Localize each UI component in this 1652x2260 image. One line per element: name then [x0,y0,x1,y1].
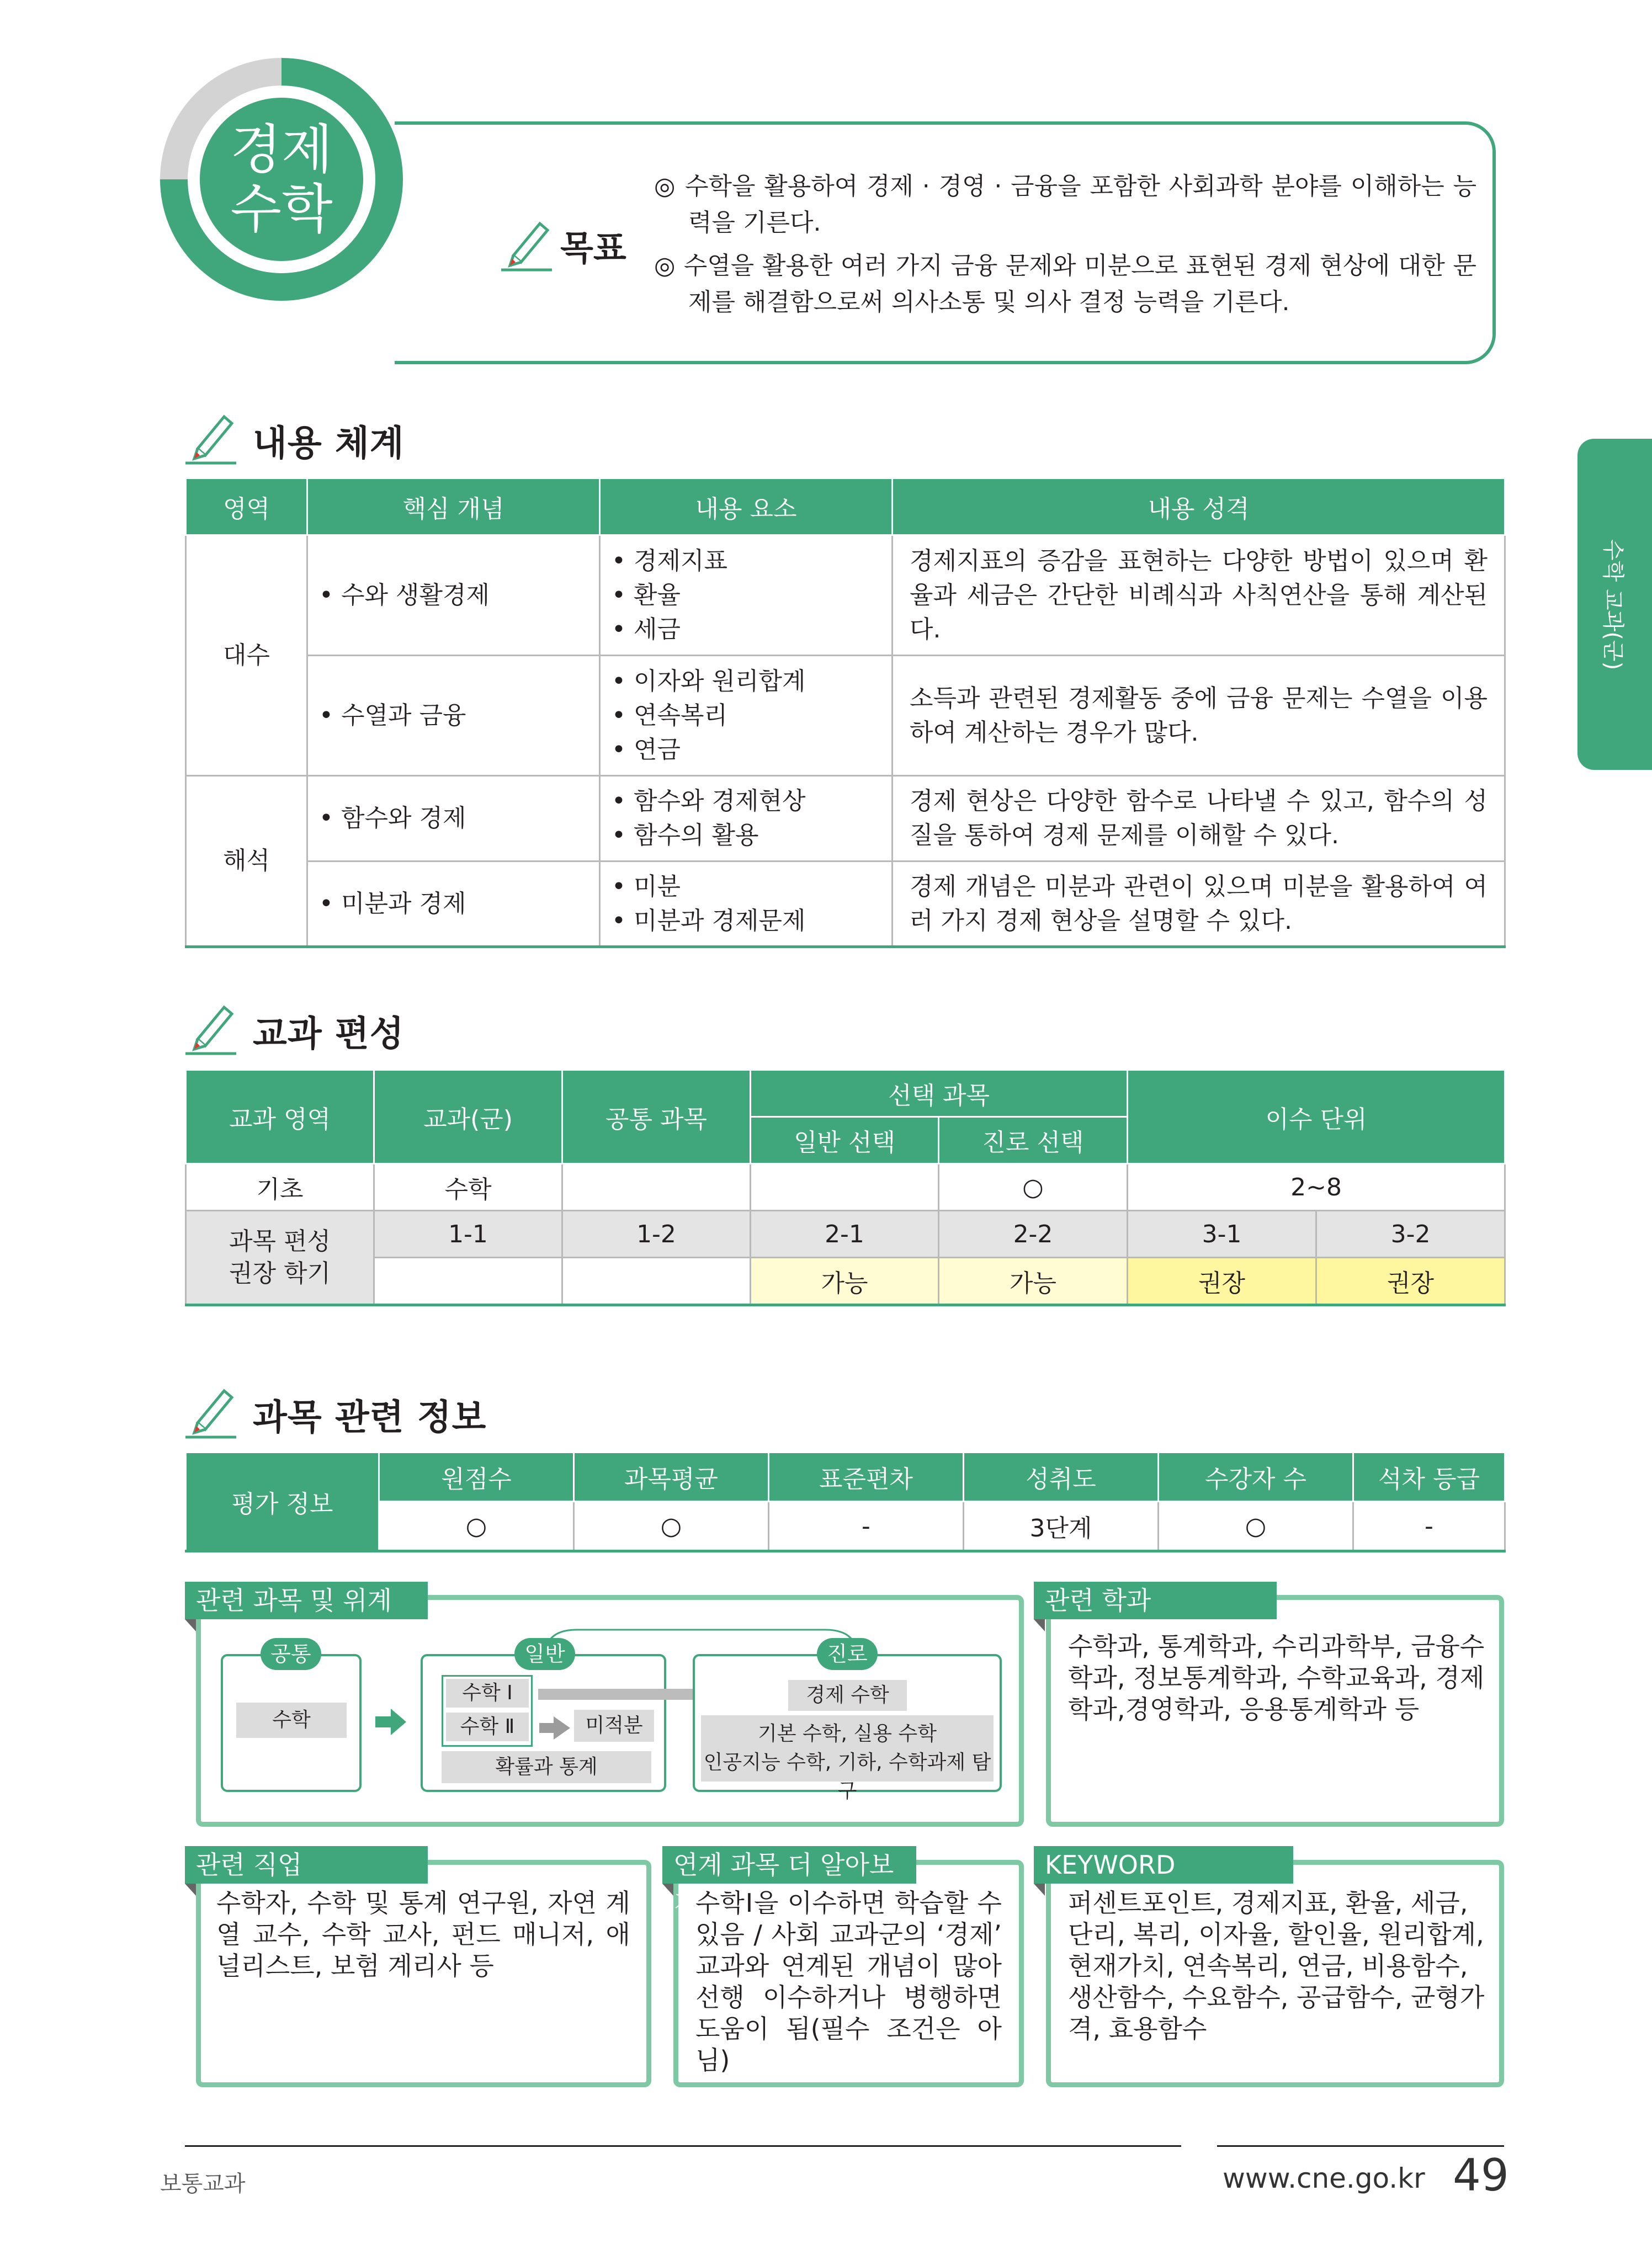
area-cell: 대수 [186,535,307,776]
list-item: • 연금 [612,735,681,764]
elements-cell [600,862,893,947]
label-fold [185,1884,196,1896]
semester-cell: 2-1 [751,1211,939,1258]
table-row [186,1211,1505,1258]
table-header-row [186,1070,1505,1117]
status-cell [562,1258,751,1305]
table-row [186,535,1505,656]
col-header: 영역 [186,478,307,535]
concept-cell: • 수와 생활경제 [307,535,600,656]
table-cell: ○ [379,1502,574,1551]
probability-subject: 확률과 통계 [442,1751,651,1783]
table-header-row [186,478,1505,535]
table-cell: ○ [1159,1502,1353,1551]
general-pill: 일반 [514,1638,575,1670]
table-row [186,1258,1505,1305]
econ-math-subject: 경제 수학 [788,1680,907,1711]
area-cell: 해석 [186,776,307,947]
col-header: 이수 단위 [1128,1070,1505,1164]
table-row [186,1164,1505,1211]
table-cell: 3단계 [964,1502,1159,1551]
related-subjects-label: 관련 과목 및 위계 [185,1582,428,1619]
col-header: 원점수 [379,1453,574,1502]
page-number: 49 [1453,2150,1509,2201]
calculus-subject: 미적분 [574,1710,654,1742]
table-cell: 기초 [186,1164,374,1211]
more-info-label: 연계 과목 더 알아보기 [662,1846,916,1884]
table-row [186,862,1505,947]
nature-cell: 경제 개념은 미분과 관련이 있으며 미분을 활용하여 여러 가지 경제 현상을 설명할 수 있다. [893,862,1505,947]
career-others-line: 기본 수학, 실용 수학 [758,1722,937,1745]
list-item: • 미분 [612,872,681,901]
table-cell: - [1353,1502,1505,1551]
more-info-text: 수학Ⅰ을 이수하면 학습할 수 있음 / 사회 교과군의 ‘경제’ 교과와 연계된 개념이 많아 선행 이수하거나 병행하면 도움이 됨(필수 조건은 아님) [695,1888,1002,2075]
evaluation-table [185,1451,1506,1552]
elements-cell [600,535,893,656]
table-cell [751,1164,939,1211]
pencil-icon [497,212,555,273]
col-header: 선택 과목 [751,1070,1128,1117]
subject-line1: 경제 [230,119,333,180]
goal-item: ◎ 수학을 활용하여 경제 · 경영 · 금융을 포함한 사회과학 분야를 이해하는 능력을 기른다. [654,172,1476,237]
math1-subject: 수학 Ⅰ [446,1679,529,1708]
table-header-row [186,1453,1505,1502]
elements-cell [600,656,893,776]
subject-line2: 수학 [230,178,333,240]
semester-label-line: 권장 학기 [229,1259,331,1288]
side-tab-label [1577,439,1652,770]
semester-label-line: 과목 편성 [229,1227,331,1256]
list-item: • 경제지표 [612,546,727,575]
table-cell: 2~8 [1128,1164,1505,1211]
semester-cell: 1-1 [374,1211,562,1258]
col-header: 과목평균 [574,1453,769,1502]
label-fold [1034,1619,1045,1631]
content-system-table [185,477,1506,948]
arrow-right-icon [374,1705,407,1738]
pencil-icon [181,996,239,1057]
table-row [186,1502,1505,1551]
semester-cell: 1-2 [562,1211,751,1258]
pencil-icon [181,1380,239,1440]
status-cell [374,1258,562,1305]
label-fold [185,1619,196,1631]
col-header: 공통 과목 [562,1070,751,1164]
table-cell: ○ [574,1502,769,1551]
col-header: 내용 요소 [600,478,893,535]
col-header: 일반 선택 [751,1117,939,1164]
nature-cell: 소득과 관련된 경제활동 중에 금융 문제는 수열을 이용하여 계산하는 경우가 많다. [893,656,1505,776]
math-subject: 수학 [236,1703,347,1738]
goal-item: ◎ 수열을 활용한 여러 가지 금융 문제와 미분으로 표현된 경제 현상에 대한 문제를 해결함으로써 의사소통 및 의사 결정 능력을 기른다. [654,252,1476,316]
career-pill: 진로 [817,1638,878,1670]
table-cell [562,1164,751,1211]
row-header: 평가 정보 [186,1453,379,1551]
semester-label-cell [186,1211,374,1305]
related-majors-label: 관련 학과 [1034,1582,1277,1619]
related-majors-text: 수학과, 통계학과, 수리과학부, 금융수학과, 정보통계학과, 수학교육과, 경제학과,경영학과, 응용통계학과 등 [1068,1631,1485,1724]
col-header: 표준편차 [769,1453,964,1502]
common-pill: 공통 [261,1638,321,1670]
pencil-icon [181,406,239,466]
footer-url[interactable]: www.cne.go.kr [1223,2162,1425,2194]
nature-cell: 경제 현상은 다양한 함수로 나타낼 수 있고, 함수의 성질을 통하여 경제 문제를 이해할 수 있다. [893,776,1505,862]
label-fold [1034,1884,1045,1896]
subject-badge [200,98,363,261]
nature-cell: 경제지표의 증감을 표현하는 다양한 방법이 있으며 환율과 세금은 간단한 비례식과 사칙연산을 통해 계산된다. [893,535,1505,656]
col-header: 교과(군) [374,1070,562,1164]
table-row [186,776,1505,862]
related-jobs-label: 관련 직업 [185,1846,428,1884]
related-jobs-text: 수학자, 수학 및 통계 연구원, 자연 계열 교수, 수학 교사, 펀드 매니저, 애널리스트, 보험 계리사 등 [216,1888,630,1981]
section-title-subject-info: 과목 관련 정보 [253,1397,487,1438]
math2-subject: 수학 Ⅱ [446,1713,529,1741]
col-header: 석차 등급 [1353,1453,1505,1502]
curriculum-table [185,1069,1506,1306]
col-header: 성취도 [964,1453,1159,1502]
elements-cell [600,776,893,862]
list-item: • 함수의 활용 [612,821,759,849]
col-header: 수강자 수 [1159,1453,1353,1502]
keyword-text: 퍼센트포인트, 경제지표, 환율, 세금, 단리, 복리, 이자율, 할인율, 원리합계, 현재가치, 연속복리, 연금, 비용함수, 생산함수, 수요함수, 공급함수, 균형가격, 효용함수 [1068,1888,1485,2044]
list-item: • 이자와 원리합계 [612,667,806,695]
status-cell: 권장 [1128,1258,1316,1305]
semester-cell: 2-2 [939,1211,1128,1258]
concept-cell: • 수열과 금융 [307,656,600,776]
table-cell: - [769,1502,964,1551]
col-header: 핵심 개념 [307,478,600,535]
concept-cell: • 함수와 경제 [307,776,600,862]
connector-line [544,1625,858,1658]
footer-label: 보통교과 [160,2171,246,2197]
col-header: 교과 영역 [186,1070,374,1164]
career-others-line: 인공지능 수학, 기하, 수학과제 탐구 [703,1751,991,1802]
arrow-right-icon [538,1715,571,1741]
side-tab-text: 수학 교과(군) [1600,539,1626,670]
col-header: 내용 성격 [893,478,1505,535]
footer-divider [185,2145,1181,2147]
status-cell: 권장 [1316,1258,1505,1305]
semester-cell: 3-2 [1316,1211,1505,1258]
semester-cell: 3-1 [1128,1211,1316,1258]
list-item: • 세금 [612,615,681,644]
list-item: • 연속복리 [612,701,727,730]
list-item: • 함수와 경제현상 [612,787,806,815]
status-cell: 가능 [939,1258,1128,1305]
list-item: • 환율 [612,581,681,609]
list-item: • 미분과 경제문제 [612,906,806,935]
keyword-label: KEYWORD [1034,1846,1293,1884]
career-others [701,1715,994,1802]
section-title-content: 내용 체계 [253,423,405,464]
col-header: 진로 선택 [939,1117,1128,1164]
goal-list [654,168,1476,327]
table-cell: ○ [939,1164,1128,1211]
concept-cell: • 미분과 경제 [307,862,600,947]
footer-divider [1217,2145,1504,2147]
label-fold [662,1884,673,1896]
table-cell: 수학 [374,1164,562,1211]
section-title-curriculum: 교과 편성 [253,1014,405,1055]
table-row [186,656,1505,776]
status-cell: 가능 [751,1258,939,1305]
goal-label: 목표 [560,228,626,268]
